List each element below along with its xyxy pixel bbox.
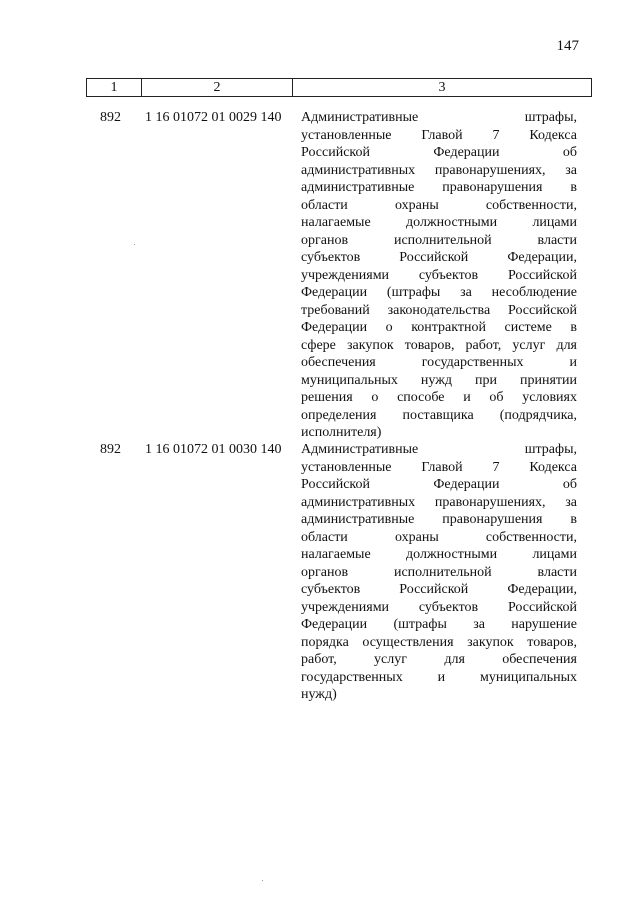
table-header-row — [87, 79, 592, 97]
description-line: порядка осуществления закупок товаров, — [301, 634, 577, 650]
description-line: органов исполнительной власти — [301, 232, 577, 248]
description-line: налагаемые должностными лицами — [301, 215, 577, 230]
description-line: административных правонарушениях, за — [301, 494, 577, 510]
description-line: налагаемые должностными лицами — [301, 547, 577, 562]
description — [301, 441, 577, 704]
description-line: субъектов Российской Федерации, — [301, 582, 577, 597]
description-line: Федерации (штрафы за несоблюдение — [301, 285, 577, 300]
description-line: муниципальных нужд при принятии — [301, 372, 577, 388]
description-line: учреждениями субъектов Российской — [301, 267, 577, 283]
header-col-3: 3 — [293, 79, 592, 97]
description-line: административные правонарушения в — [301, 180, 577, 195]
kbk-code: 1 16 01072 01 0029 140 — [145, 110, 282, 125]
description-line: Административные штрафы, — [301, 442, 577, 457]
description-line: Российской Федерации об — [301, 477, 577, 492]
description-line: Федерации о контрактной системе в — [301, 320, 577, 335]
table-header — [86, 78, 592, 97]
description-line: определения поставщика (подрядчика, — [301, 407, 577, 423]
description-line: субъектов Российской Федерации, — [301, 250, 577, 265]
description-line: Федерации (штрафы за нарушение — [301, 617, 577, 632]
kbk-code: 1 16 01072 01 0030 140 — [145, 442, 282, 457]
admin-code: 892 — [100, 442, 121, 457]
header-col-1: 1 — [87, 79, 142, 97]
description-line: области охраны собственности, — [301, 197, 577, 213]
description-line: решения о способе и об условиях — [301, 390, 577, 405]
description-line: административных правонарушениях, за — [301, 162, 577, 178]
admin-code: 892 — [100, 110, 121, 125]
description-line: органов исполнительной власти — [301, 564, 577, 580]
description-line: нужд) — [301, 687, 337, 702]
description-line: установленные Главой 7 Кодекса — [301, 127, 577, 143]
description-line: государственных и муниципальных — [301, 669, 577, 685]
description-line: сфере закупок товаров, работ, услуг для — [301, 337, 577, 353]
description-line: Российской Федерации об — [301, 145, 577, 160]
scan-speck — [262, 880, 263, 881]
description-line: требований законодательства Российской — [301, 302, 577, 318]
page-number: 147 — [556, 38, 579, 54]
description-line: учреждениями субъектов Российской — [301, 599, 577, 615]
description-line: работ, услуг для обеспечения — [301, 652, 577, 667]
description-line: области охраны собственности, — [301, 529, 577, 545]
description-line: исполнителя) — [301, 425, 382, 440]
description-line: установленные Главой 7 Кодекса — [301, 459, 577, 475]
description — [301, 109, 577, 442]
description-line: административные правонарушения в — [301, 512, 577, 527]
description-line: Административные штрафы, — [301, 110, 577, 125]
header-col-2: 2 — [142, 79, 293, 97]
scan-speck — [134, 244, 135, 245]
description-line: обеспечения государственных и — [301, 355, 577, 370]
